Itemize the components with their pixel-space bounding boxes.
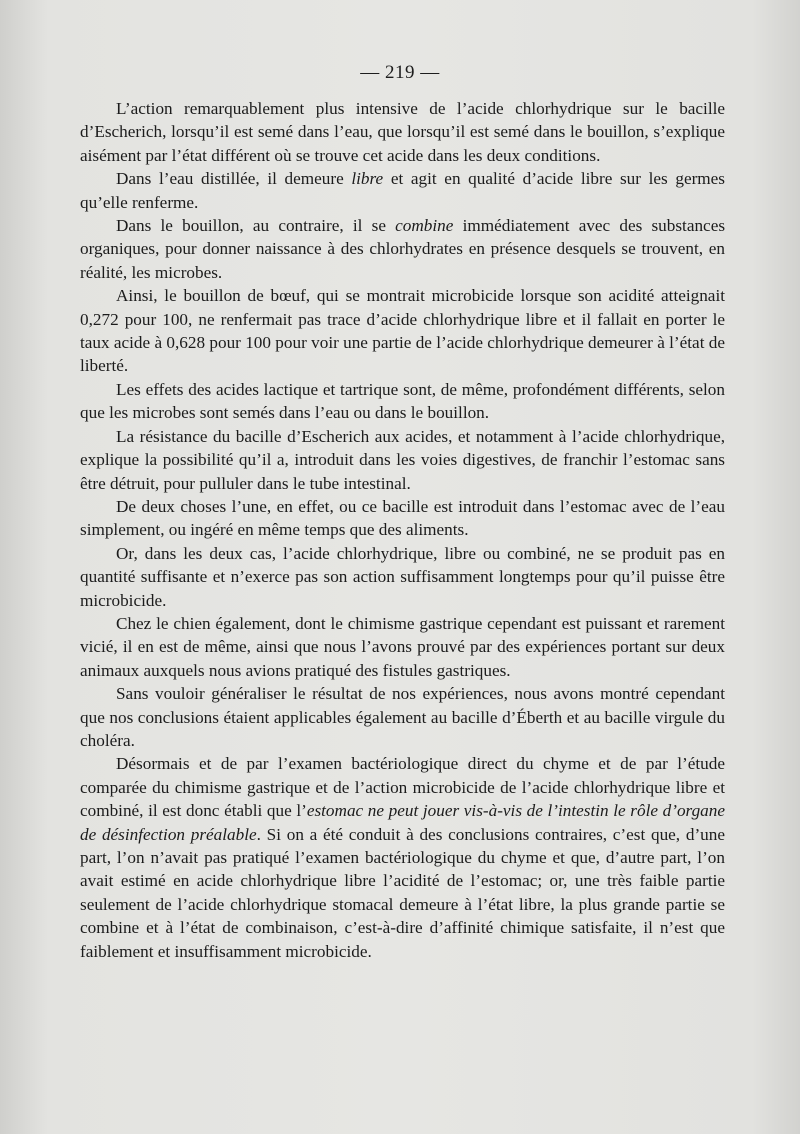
paragraph: L’action remarquablement plus intensive de l’acide chlorhydrique sur le bacille d’Escherich, lorsqu’il est semé dans l’eau, que lorsqu’il est semé dans le bouillon, s’explique aisément par l’état différent où se trouve cet acide dans les deux conditions. (80, 99, 725, 165)
paragraph: Désormais et de par l’examen bactériologique direct du chyme et de par l’étude comparée du chimisme gastrique et de l’action microbicide de l’acide chlorhydrique libre et combiné, il est donc établi que l’estomac ne peut jouer vis-à-vis de l’intestin le rôle d’organe de désinfection préalable. Si on a été conduit à des conclusions contraires, c’est que, d’une part, l’on n’avait pas pratiqué l’examen bactériologique du chyme et que, d’autre part, l’on avait estimé en acide chlorhydrique libre l’acidité de l’estomac; or, une très faible partie seulement de l’acide chlorhydrique stomacal demeure à l’état libre, la plus grande partie se combine et à l’état de combinaison, c’est-à-dire d’affinité chimique satisfaite, il n’est que faiblement et insuffisamment microbicide. (80, 754, 725, 961)
emphasis: estomac ne peut jouer vis-à-vis de l’intestin le rôle d’organe de désinfection préalable (80, 801, 725, 844)
paragraph: Or, dans les deux cas, l’acide chlorhydrique, libre ou combiné, ne se produit pas en quantité suffisante et n’exerce pas son action suffisamment longtemps pour qu’il puisse être microbicide. (80, 543, 725, 610)
paragraph: Sans vouloir généraliser le résultat de nos expériences, nous avons montré cependant que nos conclusions étaient applicables également au bacille d’Éberth et au bacille virgule du choléra. (80, 684, 725, 750)
emphasis: combine (395, 216, 454, 236)
page-number: — 219 — (360, 62, 440, 83)
paragraph: Dans l’eau distillée, il demeure libre et agit en qualité d’acide libre sur les germes qu’elle renferme. (80, 169, 725, 212)
emphasis: libre (351, 169, 384, 189)
paragraph: La résistance du bacille d’Escherich aux acides, et notamment à l’acide chlorhydrique, explique la possibilité qu’il a, introduit dans les voies digestives, de franchir l’estomac sans être détruit, pour pulluler dans le tube intestinal. (80, 426, 725, 493)
paragraph: Les effets des acides lactique et tartrique sont, de même, profondément différents, selon que les microbes sont semés dans l’eau ou dans le bouillon. (80, 379, 725, 423)
body-text (80, 97, 725, 963)
paragraph: De deux choses l’une, en effet, ou ce bacille est introduit dans l’estomac avec de l’eau simplement, ou ingéré en même temps que des aliments. (80, 496, 725, 540)
paragraph: Chez le chien également, dont le chimisme gastrique cependant est puissant et rarement vicié, il en est de même, ainsi que nous l’avons prouvé par des expériences portant sur deux animaux auxquels nous avions pratiqué des fistules gastriques. (80, 613, 725, 680)
paragraph: Ainsi, le bouillon de bœuf, qui se montrait microbicide lorsque son acidité atteignait 0,272 pour 100, ne renfermait pas trace d’acide chlorhydrique libre et il fallait en porter le taux acide à 0,628 pour 100 pour voir une partie de l’acide chlorhydrique demeurer à l’état de liberté. (80, 286, 725, 376)
paragraph: Dans le bouillon, au contraire, il se combine immédiatement avec des substances organiques, pour donner naissance à des chlorhydrates en présence desquels se trouvent, en réalité, les microbes. (80, 216, 726, 282)
